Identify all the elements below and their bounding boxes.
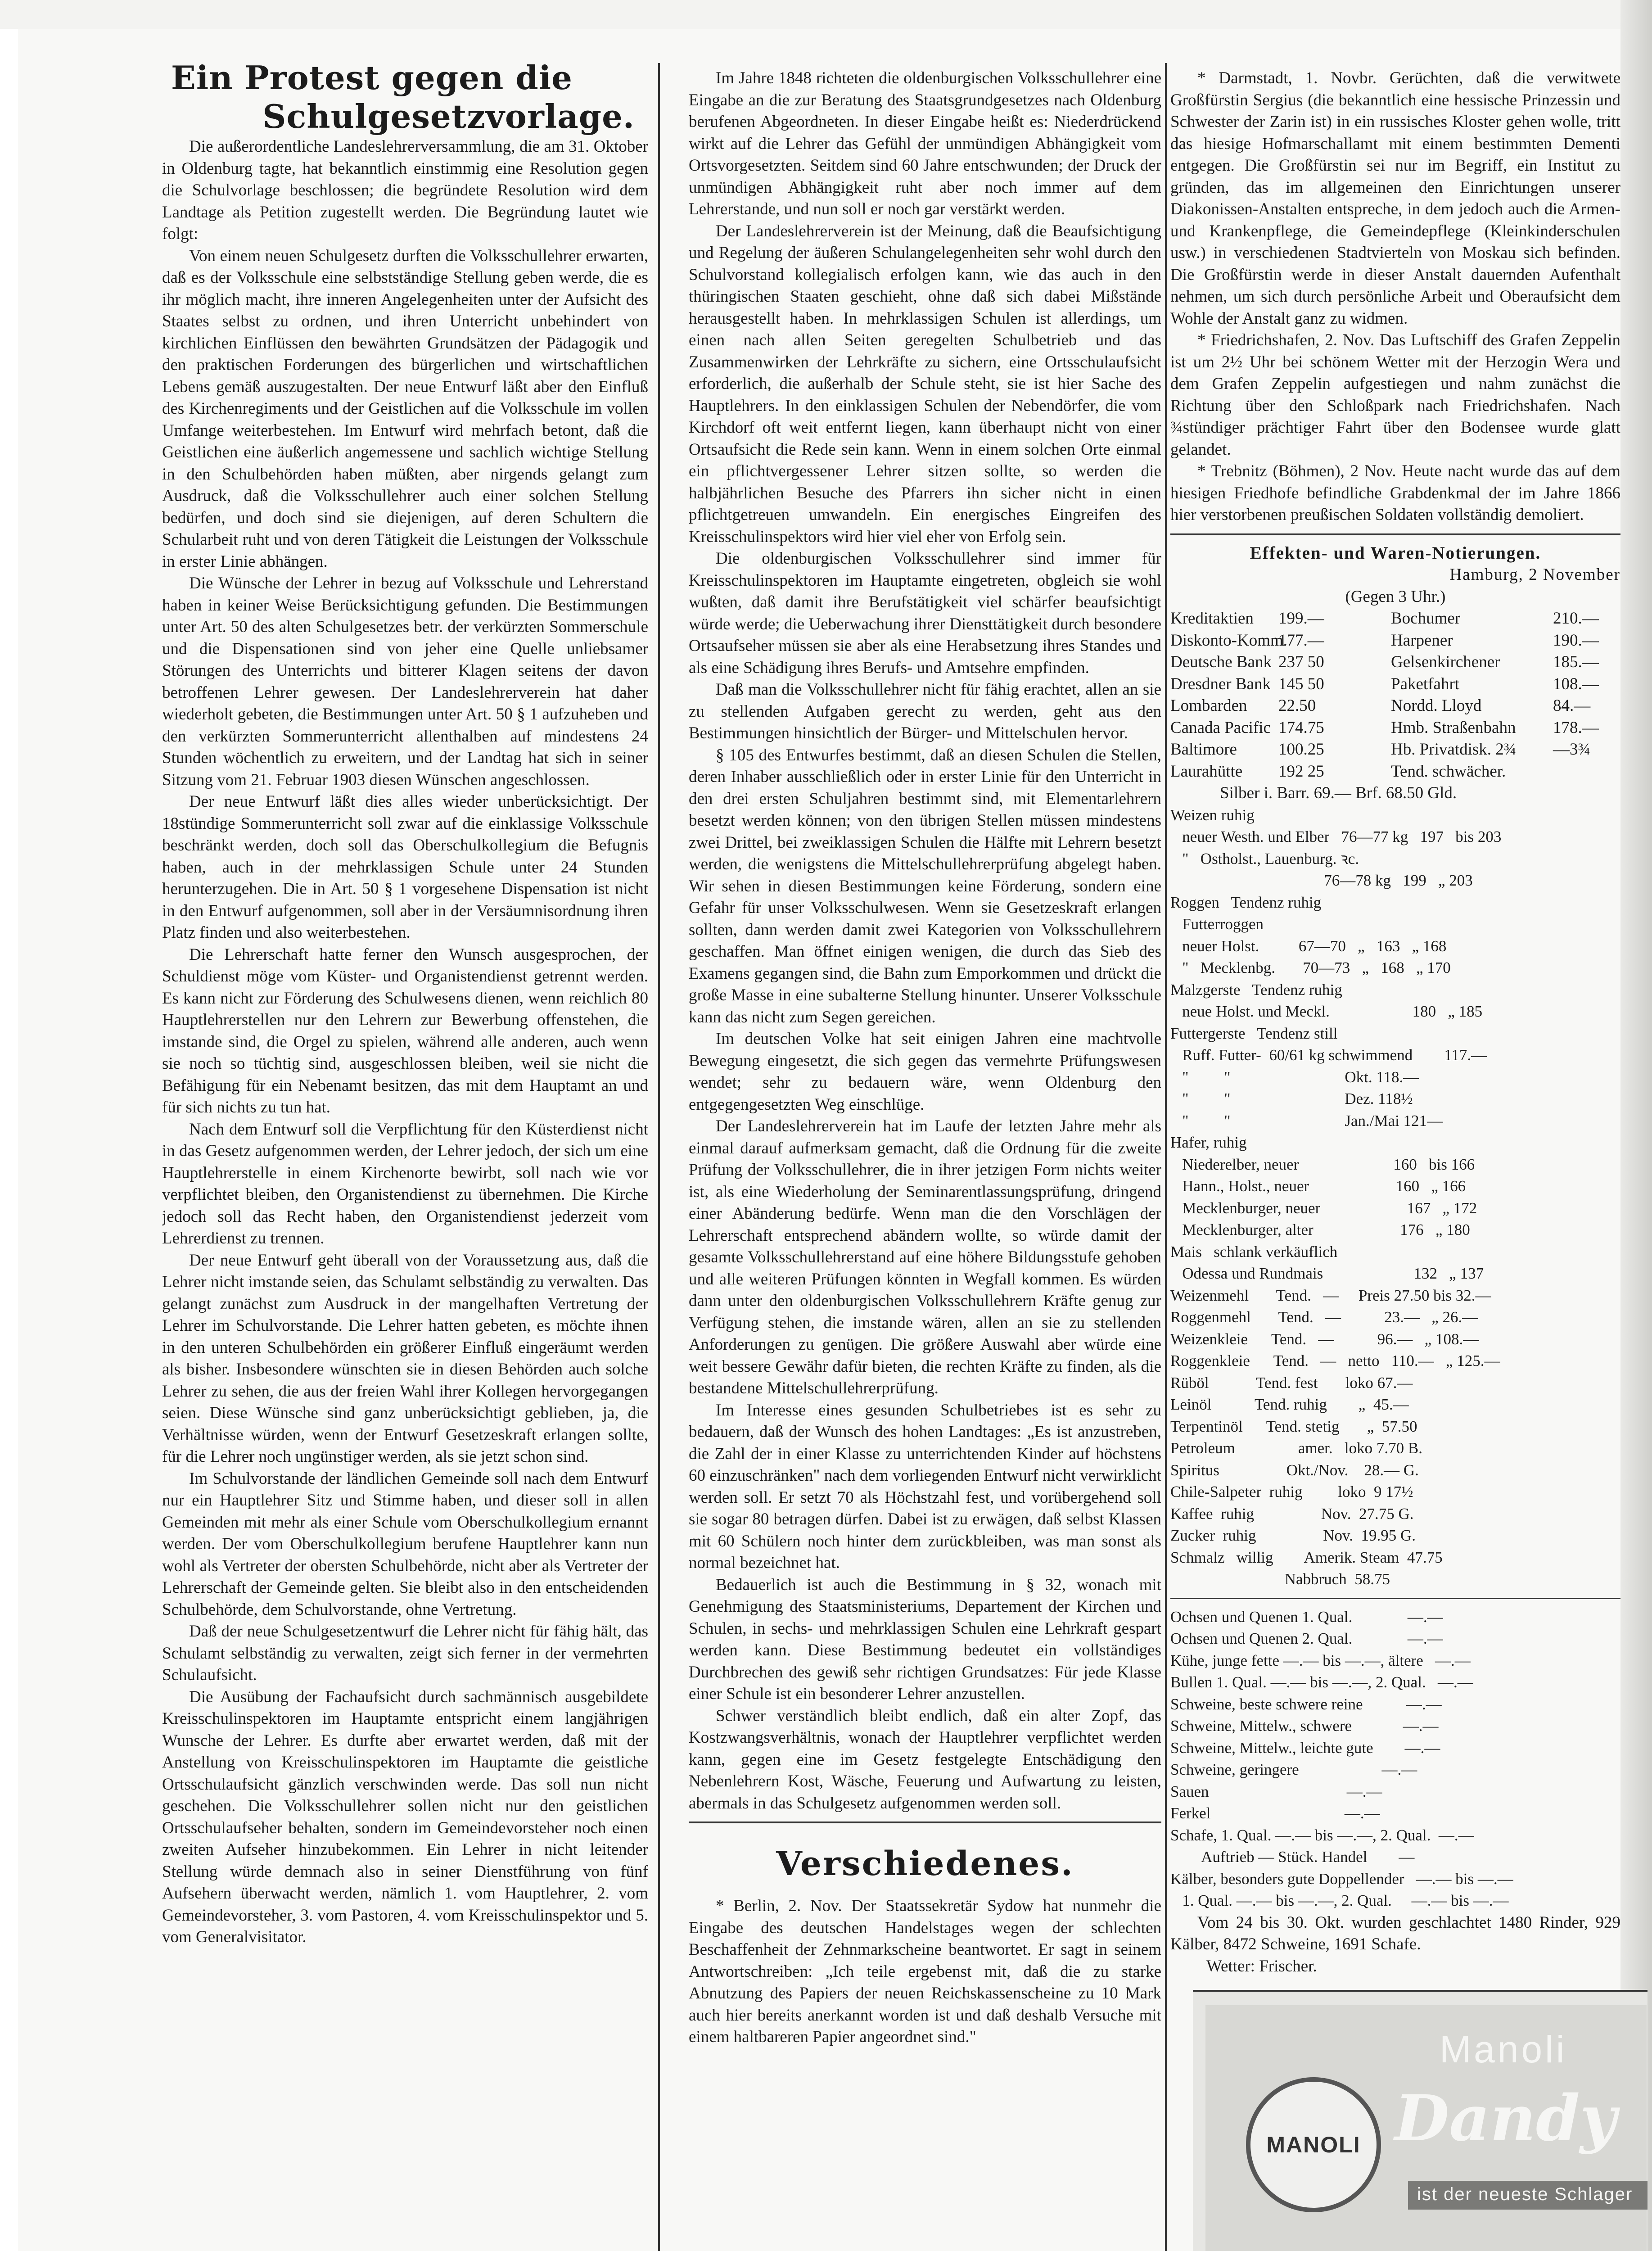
quote-line: Mecklenburger, alter 176 „ 180 [1170,1221,1470,1239]
quote-line: Ochsen und Quenen 1. Qual. —.— [1170,1608,1443,1626]
stock-cell: Paketfahrt [1391,674,1460,693]
paragraph: * Friedrichshafen, 2. Nov. Das Luftschiff des Grafen Zeppelin ist um 2½ Uhr bei schönem Wetter mit der Herzogin Wera und dem Grafen Zeppelin aufgestiegen und nahm zunächst die Richtung über den Schloßpark nach Friedrichshafen. Nach ¾stündiger prächtiger Fahrt über den Bodensee wurde glatt gelandet. [1170,331,1620,459]
stock-cell: Diskonto-Komm. [1170,631,1288,650]
section-title-verschiedenes: Verschiedenes. [776,1844,1074,1883]
paragraph: Im Schulvorstande der ländlichen Gemeinde soll nach dem Entwurf nur ein Hauptlehrer Sitz und Stimme haben, und dieser soll in allen Gemeinden mit mehr als einer Schule vom Oberschulkollegium ernannt werden. Der vom Oberschulkollegium berufene Hauptlehrer kann nun wohl als Vertreter der obersten Schulbehörde, nicht aber als Vertreter der Lehrerschaft der Gemeinde gelten. Sie bleibt also in den entscheidenden Schulbehörde, dem Schulvorstande, ohne Vertretung. [162,1469,648,1619]
stock-cell: Tend. schwächer. [1391,762,1506,781]
stock-cell: Hb. Privatdisk. 2¾ [1391,740,1517,759]
paragraph: * Trebnitz (Böhmen), 2 Nov. Heute nacht wurde das auf dem hiesigen Friedhofe befindliche Grabdenkmal der im Jahre 1866 hier verstorbenen preußischen Soldaten vollständig demoliert. [1170,462,1620,524]
quote-line: Futterroggen [1170,915,1264,933]
stock-cell: 22.50 [1278,696,1316,715]
paragraph: Im Interesse eines gesunden Schulbetriebes ist es sehr zu bedauern, daß der Wunsch des hohen Landtages: „Es ist anzustreben, die Zahl der in einer Klasse zu unterrichtenden Kinder auf höchstens 60 einzuschränken" nach dem vorliegenden Entwurf nicht verwirklicht werden soll. Er setzt 70 als Höchstzahl fest, und vorübergehend soll sie sogar 80 betragen dürfen. Dabei ist zu erwägen, daß selbst Klassen mit 60 Schülern noch hinter dem zurückbleiben, was man sonst als normal bezeichnet hat. [689,1401,1161,1572]
stock-cell: Dresdner Bank [1170,674,1271,693]
stock-cell: Nordd. Lloyd [1391,696,1482,715]
quote-line: Leinöl Tend. ruhig „ 45.— [1170,1396,1409,1413]
stock-cell: 210.— [1553,609,1599,628]
article-body-continued [689,68,1161,1814]
quote-line: Ochsen und Quenen 2. Qual. —.— [1170,1630,1443,1647]
paragraph: Die außerordentliche Landeslehrerversammlung, die am 31. Oktober in Oldenburg tagte, hat bekanntlich einstimmig eine Resolution gegen die Schulvorlage beschlossen; die begründete Resolution wird dem Landtage als Petition zugestellt werden. Die Begründung lautet wie folgt: [162,137,648,243]
silver-quote: Silber i. Barr. 69.— Brf. 68.50 Gld. [1220,784,1457,802]
quote-line: Sauen —.— [1170,1782,1382,1800]
paragraph: Der neue Entwurf läßt dies alles wieder unberücksichtigt. Der 18stündige Sommerunterricht soll zwar auf die einklassige Volksschule beschränkt werden, doch soll das Oberschulkollegium die Befugnis haben, auch in der mehrklassigen Schule unter 24 Stunden herunterzugehen. Die in Art. 50 § 1 vorgesehene Dispensation ist nicht in den Entwurf aufgenommen, soll aber in der Versäumnisordnung ihren Platz finden und also weiterbestehen. [162,792,648,942]
stock-row [1170,739,1620,761]
quote-line: 76—78 kg 199 „ 203 [1170,872,1473,889]
stock-row [1170,673,1620,696]
quote-line: Kälber, besonders gute Doppellender —.— bis —.— [1170,1870,1513,1888]
section-divider [689,1822,1161,1823]
stock-row [1170,651,1620,673]
stock-table [1170,608,1620,782]
column-rule-right [1165,63,1167,2251]
paragraph: * Darmstadt, 1. Novbr. Gerüchten, daß die verwitwete Großfürstin Sergius (die bekanntlich eine hessische Prinzessin und Schwester der Zarin ist) in ein russisches Kloster gehen wolle, tritt das hiesige Hofmarschallamt mit einem bestimmten Dementi entgegen. Die Großfürstin sei nur im Begriff, ein Institut zu gründen, das im allgemeinen den Einrichtungen unserer Diakonissen-Anstalten entspreche, in dem jedoch auch die Armen- und Krankenpflege, die Gemeindepflege (Kleinkinderschulen usw.) in verschiedenen Stadtvierteln von Moskau sich befinden. Die Großfürstin werde in dieser Anstalt dauernden Aufenthalt nehmen, um sich durch persönliche Arbeit und Oberaufsicht dem Wohle der Anstalt ganz zu widmen. [1170,69,1620,328]
paragraph: Die Lehrerschaft hatte ferner den Wunsch ausgesprochen, der Schuldienst möge vom Küster- und Organistendienst getrennt werden. Es kann nicht zur Förderung des Schulwesens dienen, wenn reichlich 80 Hauptlehrerstellen nur den Lehrern zur Bewerbung offenstehen, die imstande sind, die Orgel zu spielen, während alle anderen, auch wenn sie noch so tüchtig sind, ausgeschlossen bleiben, weil sie nicht die Befähigung für ein Nebenamt besitzen, das mit dem Hauptamt an und für sich nichts zu tun hat. [162,945,648,1116]
stock-cell: 190.— [1553,631,1599,650]
column-rule-left [658,63,660,2251]
stock-cell: Deutsche Bank [1170,653,1272,671]
paragraph: Im Jahre 1848 richteten die oldenburgischen Volksschullehrer eine Eingabe an die zur Beratung des Staatsgrundgesetzes nach Oldenburg berufenen Abgeordneten. In dieser Eingabe heißt es: Niederdrückend wirkt auf die Lehrer das Gefühl der unmündigen Abhängigkeit vom Ortsvorgesetzten. Seitdem sind 60 Jahre entschwunden; der Druck der unmündigen Abhängigkeit ruht aber noch immer auf dem Lehrerstande, und nun soll er noch gar verstärkt werden. [689,69,1161,218]
quote-line: Ferkel —.— [1170,1804,1380,1822]
stock-cell: 174.75 [1278,718,1324,737]
market-place-date: Hamburg, 2 November [1449,565,1620,584]
stock-row [1170,761,1620,783]
section-divider [1170,533,1620,535]
stock-cell: Bochumer [1391,609,1461,628]
paragraph: Die Ausübung der Fachaufsicht durch sachmännisch ausgebildete Kreisschulinspektoren im Hauptamte entspricht einem langjährigen Wunsche der Lehrer. Es durfte aber erwartet werden, daß mit der Anstellung von Kreisschulinspektoren im Hauptamte die geistliche Ortsschulaufsicht gänzlich verschwinden werde. Das soll nun nicht geschehen. Die Volksschullehrer sollen nicht nur den geistlichen Ortsschulaufseher behalten, sondern im Gemeindevorsteher noch einen zweiten Aufseher hinzubekommen. Ein Lehrer in nicht leitender Stellung würde demnach also in seiner Dienstführung von fünf Aufsehern überwacht werden, nämlich 1. vom Hauptlehrer, 2. vom Gemeindevorsteher, 3. vom Pastoren, 4. vom Kreisschulinspektor und 5. vom Generalvisitator. [162,1687,648,1946]
market-time-note: (Gegen 3 Uhr.) [1345,587,1446,606]
stock-row [1170,695,1620,717]
quote-line: Hann., Holst., neuer 160 „ 166 [1170,1177,1466,1195]
stock-row [1170,630,1620,652]
commodity-list [1170,805,1620,1591]
quote-line: Schmalz willig Amerik. Steam 47.75 [1170,1548,1443,1566]
ad-product: Dandy [1395,2082,1617,2156]
stock-cell: 192 25 [1278,762,1324,781]
ad-panel [1205,2005,1647,2251]
quote-line: Weizenmehl Tend. — Preis 27.50 bis 32.— [1170,1286,1491,1304]
headline-line-2: Schulgesetzvorlage. [262,97,635,136]
column-1 [162,59,648,2251]
stock-cell: 237 50 [1278,653,1324,671]
quote-line: " Mecklenbg. 70—73 „ 168 „ 170 [1170,959,1451,976]
paragraph: § 105 des Entwurfes bestimmt, daß an diesen Schulen die Stellen, deren Inhaber ausschließlich oder in erster Linie für den Unterricht in den drei ersten Schuljahren bestimmt sind, mit Elementarlehrern besetzt werden können; von den übrigen Stellen müssen mindestens zwei Drittel, bei zweiklassigen Schulen die Hälfte mit Lehrern besetzt werden, die wenigstens die Mittelschullehrerprüfung abgelegt haben. Wir sehen in diesen Bestimmungen keine Förderung, sondern eine Gefahr für unser Volksschulwesen. Wenn sie Gesetzeskraft erlangen sollten, dann werden damit zwei Kategorien von Volksschullehrern geschaffen. Man öffnet einigen wenigen, die durch das Sieb des Examens gegangen sind, die Bahn zum Emporkommen und drückt die große Masse in eine subalterne Stellung hinunter. Unserer Volksschule kann das nicht zum Segen gereichen. [689,746,1161,1026]
headline-line-1: Ein Protest gegen die [171,59,573,97]
ad-brand: Manoli [1440,2028,1567,2070]
quote-line: Roggenmehl Tend. — 23.— „ 26.— [1170,1308,1478,1326]
news-items [689,1895,1161,2048]
quote-line: Chile-Salpeter ruhig loko 9 17½ [1170,1483,1413,1501]
stock-cell: 100.25 [1278,740,1324,759]
paragraph: Im deutschen Volke hat seit einigen Jahren eine machtvolle Bewegung eingesetzt, die sich gegen das vermehrte Prüfungswesen wendet; sehr zu bedauern wäre, wenn Oldenburg den entgegengesetzten Weg einschlüge. [689,1030,1161,1114]
stock-row [1170,717,1620,739]
quote-line: Niederelber, neuer 160 bis 166 [1170,1155,1475,1173]
quote-line: " " Jan./Mai 121— [1170,1112,1443,1130]
quote-line: Kaffee ruhig Nov. 27.75 G. [1170,1505,1414,1523]
stock-cell: 185.— [1553,653,1599,671]
quote-line: Malzgerste Tendenz ruhig [1170,981,1342,999]
stock-cell: 145 50 [1278,674,1324,693]
quote-line: neue Holst. und Meckl. 180 „ 185 [1170,1003,1483,1020]
quote-line: Petroleum amer. loko 7.70 B. [1170,1439,1422,1457]
paragraph: * Berlin, 2. Nov. Der Staatssekretär Sydow hat nunmehr die Eingabe des deutschen Handelstages wegen der schlechten Beschaffenheit der Zehnmarkscheine beantwortet. Er sagt in seinem Antwortschreiben: „Ich teile ergebenst mit, daß die zu starke Abnutzung des Papiers der neuen Reichskassenscheine zu 10 Mark auch hier bereits anerkannt worden ist und daß deshalb Versuche mit einem haltbareren Papier angeordnet sind." [689,1897,1161,2046]
slaughter-summary: Vom 24 bis 30. Okt. wurden geschlachtet 1480 Rinder, 929 Kälber, 8472 Schweine, 1691 Schafe. [1170,1913,1620,1953]
quote-line: Ruff. Futter- 60/61 kg schwimmend 117.— [1170,1046,1487,1064]
quote-line: Schweine, Mittelw., schwere —.— [1170,1717,1439,1735]
quote-line: Nabbruch 58.75 [1170,1570,1390,1588]
stock-cell: Harpener [1391,631,1453,650]
quote-line: Schweine, geringere —.— [1170,1761,1417,1778]
quote-line: Roggen Tendenz ruhig [1170,893,1322,911]
quote-line: " Ostholst., Lauenburg. ꝛc. [1170,850,1359,868]
weather-note: Wetter: Frischer. [1206,1957,1317,1975]
quote-line: Weizenkleie Tend. — 96.— „ 108.— [1170,1330,1479,1348]
paragraph: Schwer verständlich bleibt endlich, daß ein alter Zopf, das Kostzwangsverhältnis, wonach der Hauptlehrer verpflichtet werden kann, gegen eine im Gesetz festgelegte Entschädigung den Nebenlehrern Kost, Wäsche, Feuerung und Aufwartung zu leisten, abermals in das Schulgesetz aufgenommen werden soll. [689,1706,1161,1813]
ad-tagline-bar [1408,2181,1647,2210]
article-headline [162,59,648,136]
paragraph: Daß man die Volksschullehrer nicht für fähig erachtet, allen an sie zu stellenden Aufgaben gerecht zu werden, geht aus den Bestimmungen hinsichtlich der Bürger- und Mittelschulen hervor. [689,680,1161,742]
cattle-list [1170,1606,1620,1912]
quote-line: " " Dez. 118½ [1170,1090,1413,1107]
quote-line: Terpentinöl Tend. stetig „ 57.50 [1170,1417,1417,1435]
scan-top-margin [0,0,1652,29]
column-3 [1170,68,1620,2017]
quote-line: Hafer, ruhig [1170,1134,1247,1151]
paragraph: Der Landeslehrerverein ist der Meinung, daß die Beaufsichtigung und Regelung der äußeren Schulangelegenheiten sehr wohl durch den Schulvorstand kollegialisch erfolgen kann, wie das auch in den thüringischen Staaten geschieht, ohne daß sich dabei Mißstände herausgestellt haben. In mehrklassigen Schulen ist allerdings, um einen nach allen Seiten geregelten Schulbetrieb und das Zusammenwirken der Lehrkräfte zu sichern, eine Ortsschulaufsicht erforderlich, die außerhalb der Schule steht, sie ist hier Sache des Hauptlehrers. In den einklassigen Schulen der Nebendörfer, die vom Kirchdorf oft weit entfernt liegen, kann überhaupt nicht von einer Ortsaufsicht die Rede sein kann. Wenn in einem solchen Orte einmal ein pflichtvergessener Lehrer sitzen sollte, so werden die halbjährlichen Besuche des Pfarrers ihn sicher nicht in einen pflichtgetreuen umwandeln. Ein energisches Eingreifen des Kreisschulinspektors wird hier viel eher von Erfolg sein. [689,221,1161,546]
quote-line: Rüböl Tend. fest loko 67.— [1170,1374,1413,1392]
stock-cell: Canada Pacific [1170,718,1271,737]
quote-line: Schweine, Mittelw., leichte gute —.— [1170,1739,1440,1757]
paragraph: Die Wünsche der Lehrer in bezug auf Volksschule und Lehrerstand haben in keiner Weise Berücksichtigung gefunden. Die Bestimmungen unter Art. 50 des alten Schulgesetzes betr. der verkürzten Sommerschule und die Dispensationen sind von jeher eine Quelle unliebsamer Störungen des Unterrichts und bitterer Klagen seitens der davon betroffenen Lehrer gewesen. Der Landeslehrerverein hat daher wiederholt gebeten, die Bestimmungen unter Art. 50 § 1 aufzuheben und den verkürzten Sommerunterricht allenthalben auf mindestens 24 Stunden wöchentlich zu erweitern, und der Landtag hat sich in seiner Sitzung vom 21. Februar 1903 diesen Wünschen angeschlossen. [162,574,648,789]
quote-line: Kühe, junge fette —.— bis —.—, ältere —.— [1170,1651,1471,1669]
quote-line: Mais schlank verkäuflich [1170,1243,1338,1261]
news-items-continued [1170,68,1620,526]
quote-line: Auftrieb — Stück. Handel — [1170,1848,1415,1866]
market-title: Effekten- und Waren-Notierungen. [1250,543,1541,563]
ad-tagline: ist der neueste Schlager [1417,2184,1633,2204]
stock-cell: Laurahütte [1170,762,1243,781]
stock-cell: 108.— [1553,674,1599,693]
stock-cell: 84.— [1553,696,1591,715]
paragraph: Der Landeslehrerverein hat im Laufe der letzten Jahre mehr als einmal darauf aufmerksam gemacht, daß die Ordnung für die zweite Prüfung der Volksschullehrer, die in ihrer jetzigen Form nichts weiter ist, als eine Wiederholung der Seminarentlassungsprüfung, dringend einer Abänderung bedürfe. Wenn man die den Vorschlägen der Lehrerschaft entsprechend abändern wollte, so würde damit der gesamte Volksschullehrerstand auf eine höhere Bildungsstufe gehoben und alle weiteren Prüfungen könnten in Wegfall kommen. Es würden dann unter den oldenburgischen Volksschullehrern Kräfte genug zur Verfügung stehen, die imstande wären, allen an sie zu stellenden Anforderungen zu genügen. Die größere Auswahl aber würde eine weit bessere Gewähr dafür bieten, die rechten Kräfte zu finden, als die bestandene Mittelschullehrerprüfung. [689,1117,1161,1397]
quote-line: Weizen ruhig [1170,806,1255,824]
quote-line: Bullen 1. Qual. —.— bis —.—, 2. Qual. —.— [1170,1673,1473,1691]
column-2 [689,68,1161,2251]
quote-line: neuer Holst. 67—70 „ 163 „ 168 [1170,937,1447,955]
stock-cell [1553,761,1620,783]
market-divider [1170,1598,1620,1599]
stock-row [1170,608,1620,630]
stock-cell: 178.— [1553,718,1599,737]
stock-cell: Hmb. Straßenbahn [1391,718,1516,737]
quote-line: " " Okt. 118.— [1170,1068,1419,1086]
paragraph: Die oldenburgischen Volksschullehrer sind immer für Kreisschulinspektoren im Hauptamte eingetreten, obgleich sie wohl wußten, daß damit ihre Berufstätigkeit viel schärfer beaufsichtigt würde werde; die Ueberwachung ihrer Diensttätigkeit durch besondere Ortsaufseher müssen sie aber als eine Herabsetzung ihres Standes und als eine Schädigung ihres Berufs- und Amtsehre empfinden. [689,549,1161,677]
stock-cell: Baltimore [1170,740,1237,759]
stock-cell: Gelsenkirchener [1391,653,1500,671]
quote-line: Mecklenburger, neuer 167 „ 172 [1170,1199,1477,1217]
paragraph: Bedauerlich ist auch die Bestimmung in § 32, wonach mit Genehmigung des Staatsministeriums, Departement der Kirchen und Schulen, in sechs- und mehrklassigen Schulen eine Lehrkraft gespart werden kann. Diese Bestimmung bedeutet ein vollständiges Durchbrechen des gewiß sehr richtigen Grundsatzes: Für jede Klasse einer Schule ist ein besonderer Lehrer anzustellen. [689,1575,1161,1703]
ad-logo-badge [1246,2077,1381,2212]
stock-cell: Kreditaktien [1170,609,1254,628]
advertisement [1193,1990,1647,2251]
quote-line: neuer Westh. und Elber 76—77 kg 197 bis 203 [1170,828,1502,845]
quote-line: 1. Qual. —.— bis —.—, 2. Qual. —.— bis —.— [1170,1892,1509,1909]
article-body [162,136,648,1948]
quote-line: Schafe, 1. Qual. —.— bis —.—, 2. Qual. —.— [1170,1826,1474,1844]
stock-cell: Lombarden [1170,696,1247,715]
paragraph: Der neue Entwurf geht überall von der Voraussetzung aus, daß die Lehrer nicht imstande seien, das Schulamt selbständig zu verwalten. Das gelangt zunächst zum Ausdruck in der mangelhaften Vertretung der Lehrer im Schulvorstande. Die Lehrer hatten gebeten, es möchte ihnen in den unteren Schulbehörden ein größerer Einfluß eingeräumt werden als bisher. Insbesondere wünschten sie in diesen Behörden auch solche Lehrer zu sehen, die aus der freien Wahl ihrer Kollegen hervorgegangen seien. Diese Wünsche sind ganz unberücksichtigt geblieben, ja, die Verhältnisse würden, wenn der Entwurf Gesetzeskraft erlangen sollte, für die Lehrer noch ungünstiger werden, als sie jetzt schon sind. [162,1251,648,1466]
paragraph: Von einem neuen Schulgesetz durften die Volksschullehrer erwarten, daß es der Volksschule eine selbstständige Stellung geben werde, die es ihr möglich macht, ihre inneren Angelegenheiten unter der Aufsicht des Staates selbst zu ordnen, und ihren Unterricht unbehindert von kirchlichen Einflüssen den bewährten Grundsätzen der Pädagogik und den praktischen Forderungen des bürgerlichen und wirtschaftlichen Lebens gemäß auszugestalten. Der neue Entwurf läßt aber den Einfluß des Kirchenregiments und der Geistlichen auf die Volksschule im vollen Umfange weiterbestehen. Im Entwurf wird mehrfach betont, daß die Geistlichen eine äußerlich angemessene und sachlich wichtige Stellung in den Schulbehörden haben müßten, aber nirgends gelangt zum Ausdruck, daß die Volksschullehrer auch einer solchen Stellung bedürfen, und doch sind sie diejenigen, auf deren Schultern die Schularbeit ruht und von deren Tätigkeit die Leistungen der Volksschule in erster Linie abhängen. [162,246,648,571]
stock-cell: —3¾ [1553,740,1591,759]
stock-cell: 199.— [1278,609,1324,628]
paragraph: Nach dem Entwurf soll die Verpflichtung für den Küsterdienst nicht in das Gesetz aufgenommen werden, der Lehrer jedoch, der sich um eine Hauptlehrerstelle in einem Kirchenorte bewirbt, soll nach wie vor verpflichtet bleiben, den Organistendienst zu übernehmen. Die Kirche jedoch soll das Recht haben, den Organistendienst jederzeit vom Lehrerdienst zu trennen. [162,1120,648,1248]
quote-line: Futtergerste Tendenz still [1170,1024,1338,1042]
quote-line: Odessa und Rundmais 132 „ 137 [1170,1265,1484,1282]
quote-line: Zucker ruhig Nov. 19.95 G. [1170,1527,1416,1544]
quote-line: Roggenkleie Tend. — netto 110.— „ 125.— [1170,1352,1500,1370]
scan-right-edge [1620,0,1652,2251]
quote-line: Schweine, beste schwere reine —.— [1170,1695,1442,1713]
ad-badge-text: MANOLI [1266,2132,1361,2157]
stock-cell: 177.— [1278,631,1324,650]
quote-line: Spiritus Okt./Nov. 28.— G. [1170,1461,1419,1479]
paragraph: Daß der neue Schulgesetzentwurf die Lehrer nicht für fähig hält, das Schulamt selbständig zu verwalten, zeigt sich ferner in der vermehrten Schulaufsicht. [162,1622,648,1684]
